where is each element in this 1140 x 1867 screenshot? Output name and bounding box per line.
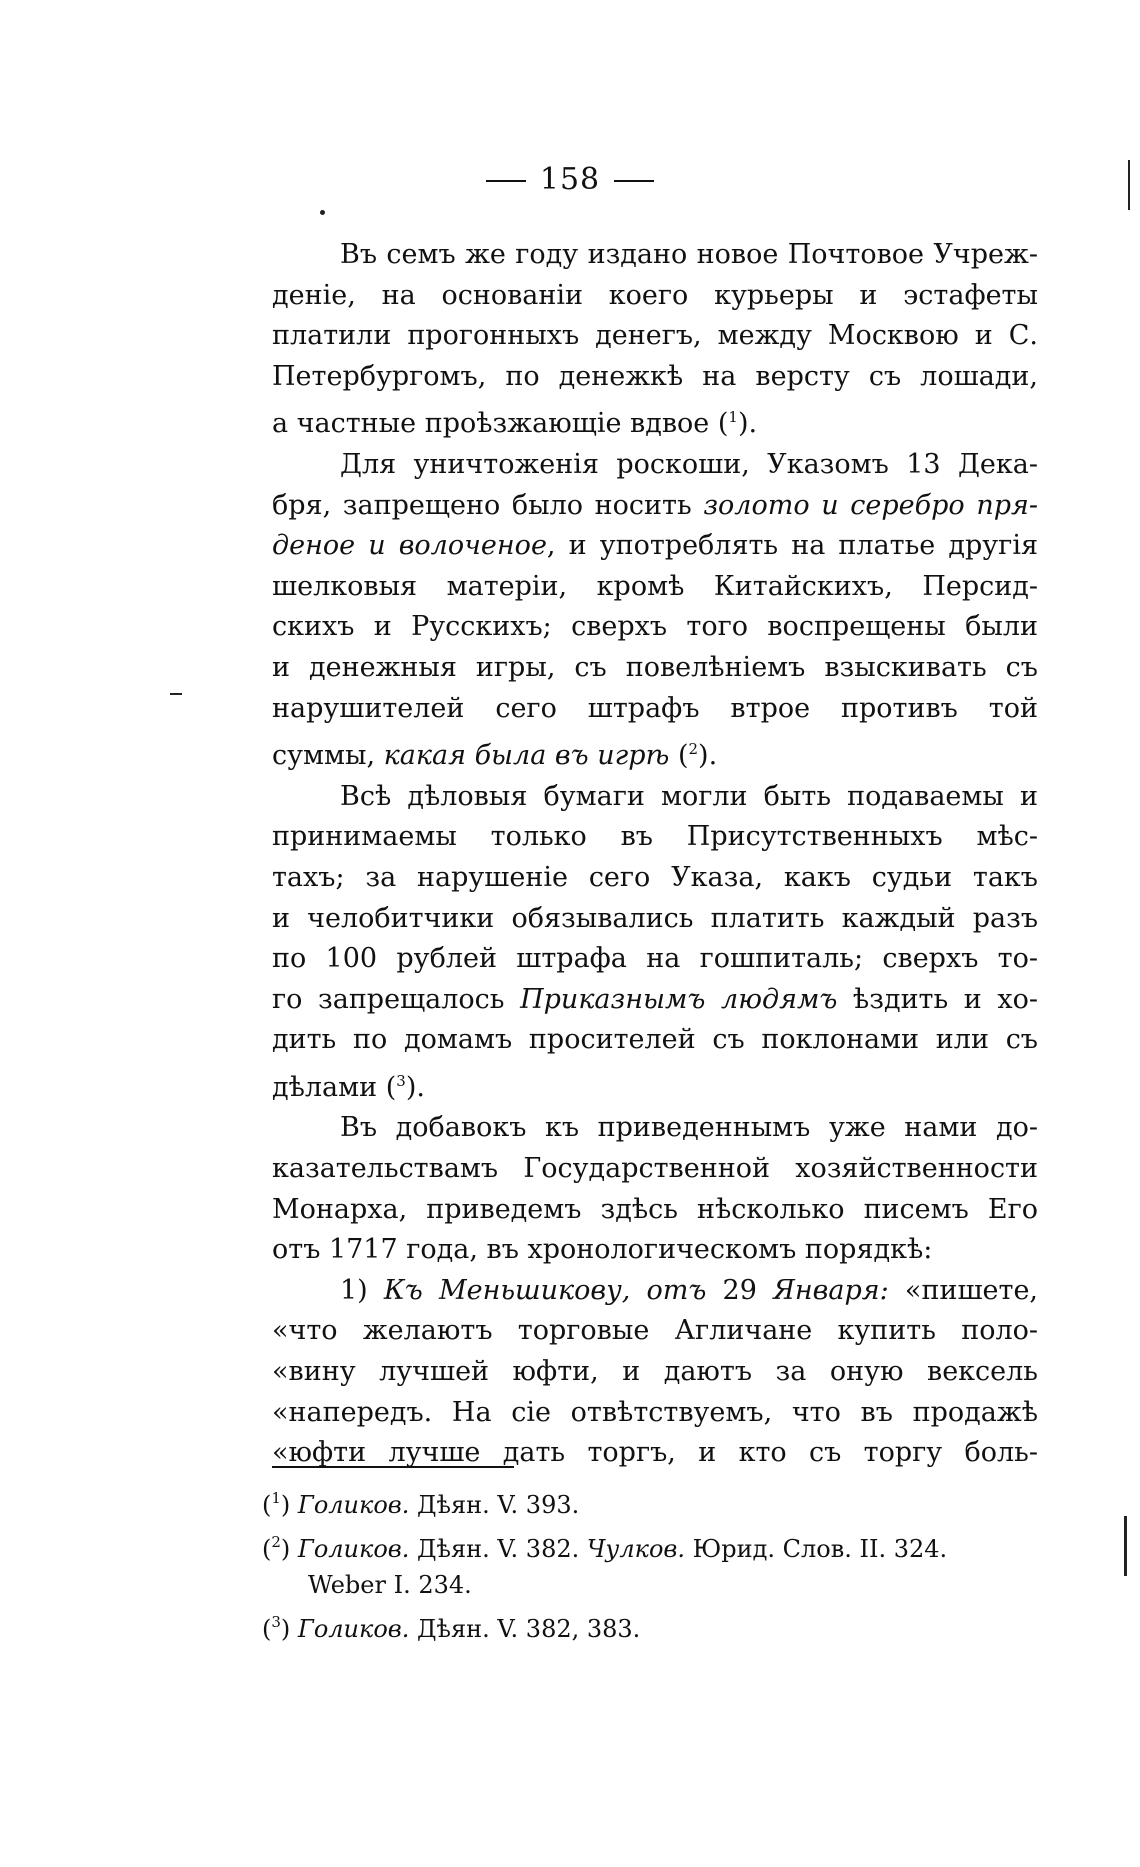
text-line: Всѣ дѣловыя бумаги могли быть подаваемы и xyxy=(340,780,1038,812)
footnote-ref: 1 xyxy=(728,408,738,427)
text-line: скихъ и Русскихъ; сверхъ того воспрещены были xyxy=(272,611,1038,643)
footnote-mark: 1 xyxy=(271,1489,281,1507)
page-number xyxy=(0,162,1140,197)
footnote-continuation: Weber I. 234. xyxy=(308,1571,472,1599)
page-number-left-dash xyxy=(486,180,526,182)
text-line xyxy=(272,980,1038,1021)
text-fragment: ). xyxy=(698,740,718,772)
text-fragment: ). xyxy=(405,1071,425,1103)
footnote-author: Голиков. xyxy=(297,1534,410,1563)
paragraph-documents-decree xyxy=(272,777,1038,1109)
scan-edge-line xyxy=(1124,1516,1127,1576)
italic-fragment: Января: xyxy=(773,1274,889,1306)
text-line: «юфти лучше дать торгъ, и кто съ торгу боль- xyxy=(272,1437,1038,1469)
paragraph-letters-intro xyxy=(272,1108,1038,1270)
page-number-right-dash xyxy=(614,180,654,182)
text-line: Монарха, приведемъ здѣсь нѣсколько писемъ Его xyxy=(272,1193,1038,1225)
text-line: «что желаютъ торговые Агличане купить поло- xyxy=(272,1315,1038,1347)
scan-speck xyxy=(320,210,325,215)
text-line: тахъ; за нарушеніе сего Указа, какъ судьи такъ xyxy=(272,861,1038,893)
body-text xyxy=(272,235,1038,1474)
italic-fragment: какая была въ игрѣ xyxy=(383,740,670,772)
footnote-ref: 2 xyxy=(688,740,699,759)
text-fragment: ѣздить и хо- xyxy=(837,983,1038,1015)
footnote-author: Чулков. xyxy=(586,1534,685,1563)
paragraph-luxury-decree xyxy=(272,445,1038,777)
footnote-ref: 3 xyxy=(396,1071,406,1090)
footnote-ref-text: Дѣян. V. 382, 383. xyxy=(409,1614,641,1643)
text-line: шелковыя матеріи, кромѣ Китайскихъ, Персид- xyxy=(272,570,1038,602)
text-line: Петербургомъ, по денежкѣ на версту съ лошади, xyxy=(272,360,1038,392)
text-line xyxy=(272,1271,1038,1312)
text-line: Въ добавокъ къ приведеннымъ уже нами до- xyxy=(340,1112,1038,1144)
text-fragment: го запрещалось xyxy=(272,983,521,1015)
footnote-ref-text: Юрид. Слов. II. 324. xyxy=(685,1534,948,1563)
footnote-mark: 2 xyxy=(271,1532,281,1551)
text-fragment: а частные проѣзжающіе вдвое ( xyxy=(272,408,729,440)
text-line: нарушителей сего штрафъ втрое противъ той xyxy=(272,692,1038,724)
text-line: отъ 1717 года, въ хронологическомъ порядкѣ: xyxy=(272,1234,933,1266)
text-fragment: «пишете, xyxy=(888,1274,1039,1306)
footnote-ref-text: Дѣян. V. 382. xyxy=(409,1534,587,1563)
text-line: суммы, какая была въ игрѣ ($^2$). xyxy=(272,740,718,772)
text-line: деніе, на основаніи коего курьеры и эстафеты xyxy=(272,279,1038,311)
footnotes xyxy=(262,1480,1042,1647)
text-fragment: суммы, xyxy=(272,740,384,772)
text-line: Въ семъ же году издано новое Почтовое Учреж- xyxy=(340,239,1038,270)
footnote-item: ($^2$) Голиков. Дѣян. V. 382. Чулков. Юрид. Слов. II. 324. xyxy=(262,1532,948,1563)
footnote-item: ($^3$) Голиков. Дѣян. V. 382, 383. xyxy=(262,1612,641,1643)
paragraph-letter-1 xyxy=(272,1271,1038,1474)
text-line: «вину лучшей юфти, и даютъ за оную вексель xyxy=(272,1356,1038,1388)
text-line: и денежныя игры, съ повелѣніемъ взыскивать съ xyxy=(272,651,1038,683)
text-fragment: 29 xyxy=(706,1274,774,1306)
italic-fragment: золото и серебро пря- xyxy=(703,489,1038,521)
text-line: платили прогонныхъ денегъ, между Москвою и С. xyxy=(272,320,1038,352)
text-fragment: бря, запрещено было носить xyxy=(272,489,704,521)
footnote-author: Голиков. xyxy=(297,1491,410,1519)
footnote-author: Голиков. xyxy=(297,1614,410,1643)
text-line: Для уничтоженія роскоши, Указомъ 13 Дека- xyxy=(340,448,1038,480)
text-fragment: дѣлами ( xyxy=(272,1071,397,1103)
footnote-ref-text: Дѣян. V. 393. xyxy=(409,1491,580,1519)
text-line: и челобитчики обязывались платить каждый разъ xyxy=(272,902,1038,934)
italic-fragment: деное и волоченое xyxy=(272,530,547,562)
text-line: принимаемы только въ Присутственныхъ мѣс- xyxy=(272,821,1038,853)
page-number-value: 158 xyxy=(539,162,601,197)
text-line xyxy=(272,1061,1038,1109)
footnote-item: ($^1$) Голиков. Дѣян. V. 393. xyxy=(262,1489,580,1519)
scan-dash xyxy=(170,693,182,695)
footnote-mark: 3 xyxy=(271,1612,281,1631)
italic-fragment: Приказнымъ людямъ xyxy=(520,983,838,1015)
text-fragment: 1) xyxy=(340,1274,384,1306)
text-line: дить по домамъ просителей съ поклонами или съ xyxy=(272,1024,1038,1056)
text-line: казательствамъ Государственной хозяйственности xyxy=(272,1153,1038,1185)
text-fragment: ). xyxy=(737,408,758,440)
text-line: «напередъ. На сіе отвѣтствуемъ, что въ продажѣ xyxy=(272,1396,1038,1428)
paragraph-postal-decree xyxy=(272,235,1038,445)
text-line xyxy=(272,526,1038,567)
text-line xyxy=(272,397,1038,445)
scan-edge-line xyxy=(1128,160,1130,210)
text-line: по 100 рублей штрафа на гошпиталь; сверхъ то- xyxy=(272,943,1038,975)
footnote-separator xyxy=(272,1466,514,1468)
italic-fragment: Къ Меньшикову, отъ xyxy=(383,1274,707,1306)
text-fragment: , и употреблять на платье другія xyxy=(546,530,1038,562)
text-line xyxy=(272,486,1038,527)
